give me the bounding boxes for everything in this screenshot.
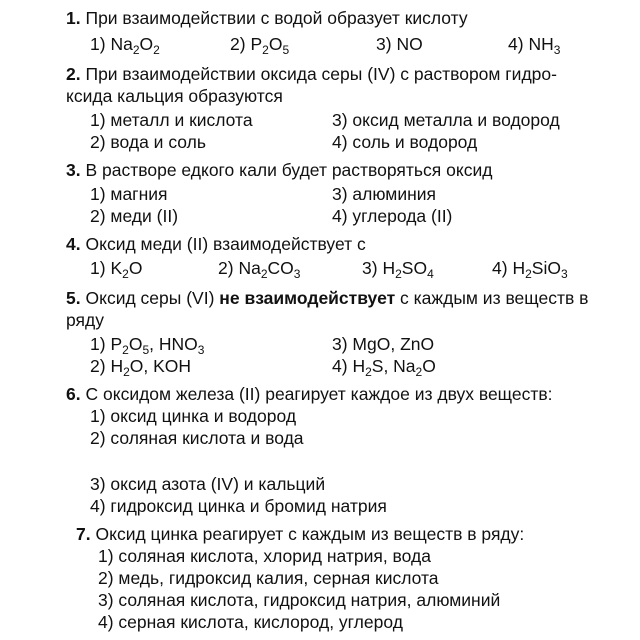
q7-option-4: 4) серная кислота, кислород, углерод bbox=[98, 612, 403, 632]
question-text-post: с каждым из веществ в bbox=[400, 288, 589, 308]
question-number: 5. bbox=[66, 288, 81, 308]
question-2 bbox=[66, 64, 557, 84]
q6-option-2: 2) соляная кислота и вода bbox=[90, 428, 304, 448]
question-text: При взаимодействии с водой образует кислоту bbox=[85, 8, 468, 28]
question-text-line2: ряду bbox=[66, 310, 104, 330]
question-text: Оксид цинка реагирует с каждым из веществ в ряду: bbox=[95, 524, 525, 544]
q3-option-2: 2) меди (II) bbox=[90, 206, 179, 226]
q6-option-4: 4) гидроксид цинка и бромид натрия bbox=[90, 496, 387, 516]
question-4 bbox=[66, 234, 366, 254]
q6-option-1: 1) оксид цинка и водород bbox=[90, 406, 297, 426]
q1-option-2: 2) $P_2O_5$ bbox=[230, 34, 290, 57]
question-number: 6. bbox=[66, 384, 81, 404]
q5-option-1: 1) $P_2O_5$, $HNO_3$ bbox=[90, 334, 205, 357]
q1-option-1: 1) $Na_2O_2$ bbox=[90, 34, 160, 57]
q3-option-1: 1) магния bbox=[90, 184, 168, 204]
question-number: 1. bbox=[66, 8, 81, 28]
question-text-pre: Оксид серы (VI) bbox=[85, 288, 215, 308]
q4-option-3: 3) $H_2SO_4$ bbox=[362, 258, 434, 281]
question-1 bbox=[66, 8, 468, 28]
q2-option-4: 4) соль и водород bbox=[332, 132, 478, 152]
q4-option-2: 2) $Na_2CO_3$ bbox=[218, 258, 301, 281]
q2-option-1: 1) металл и кислота bbox=[90, 110, 253, 130]
question-number: 3. bbox=[66, 160, 81, 180]
q7-option-2: 2) медь, гидроксид калия, серная кислота bbox=[98, 568, 439, 588]
question-number: 4. bbox=[66, 234, 81, 254]
q6-option-3: 3) оксид азота (IV) и кальций bbox=[90, 474, 326, 494]
q2-option-3: 3) оксид металла и водород bbox=[332, 110, 560, 130]
question-text-line1: При взаимодействии оксида серы (IV) с раствором гидро- bbox=[85, 64, 557, 84]
q5-option-3: 3) MgO, ZnO bbox=[332, 334, 435, 354]
q5-option-2: 2) $H_2O$, KOH bbox=[90, 356, 192, 379]
q5-option-4: 4) $H_2S$, $Na_2O$ bbox=[332, 356, 436, 379]
q7-option-3: 3) соляная кислота, гидроксид натрия, алюминий bbox=[98, 590, 501, 610]
question-text: Оксид меди (II) взаимодействует с bbox=[85, 234, 366, 254]
question-text: В растворе едкого кали будет растворяться оксид bbox=[85, 160, 493, 180]
q1-option-4: 4) $NH_3$ bbox=[508, 34, 561, 57]
q4-option-1: 1) $K_2O$ bbox=[90, 258, 143, 281]
q2-option-2: 2) вода и соль bbox=[90, 132, 206, 152]
question-6 bbox=[66, 384, 553, 404]
q1-option-3: 3) NO bbox=[376, 34, 423, 54]
q7-option-1: 1) соляная кислота, хлорид натрия, вода bbox=[98, 546, 431, 566]
question-7 bbox=[76, 524, 524, 544]
question-text: С оксидом железа (II) реагирует каждое из двух веществ: bbox=[85, 384, 553, 404]
q4-option-4: 4) $H_2SiO_3$ bbox=[492, 258, 568, 281]
question-3 bbox=[66, 160, 492, 180]
question-number: 2. bbox=[66, 64, 81, 84]
q3-option-4: 4) углерода (II) bbox=[332, 206, 453, 226]
question-number: 7. bbox=[76, 524, 91, 544]
question-5 bbox=[66, 288, 588, 308]
question-text-line2: ксида кальция образуются bbox=[66, 86, 283, 106]
q3-option-3: 3) алюминия bbox=[332, 184, 437, 204]
question-text-emphasis: не взаимодействует bbox=[219, 288, 396, 308]
